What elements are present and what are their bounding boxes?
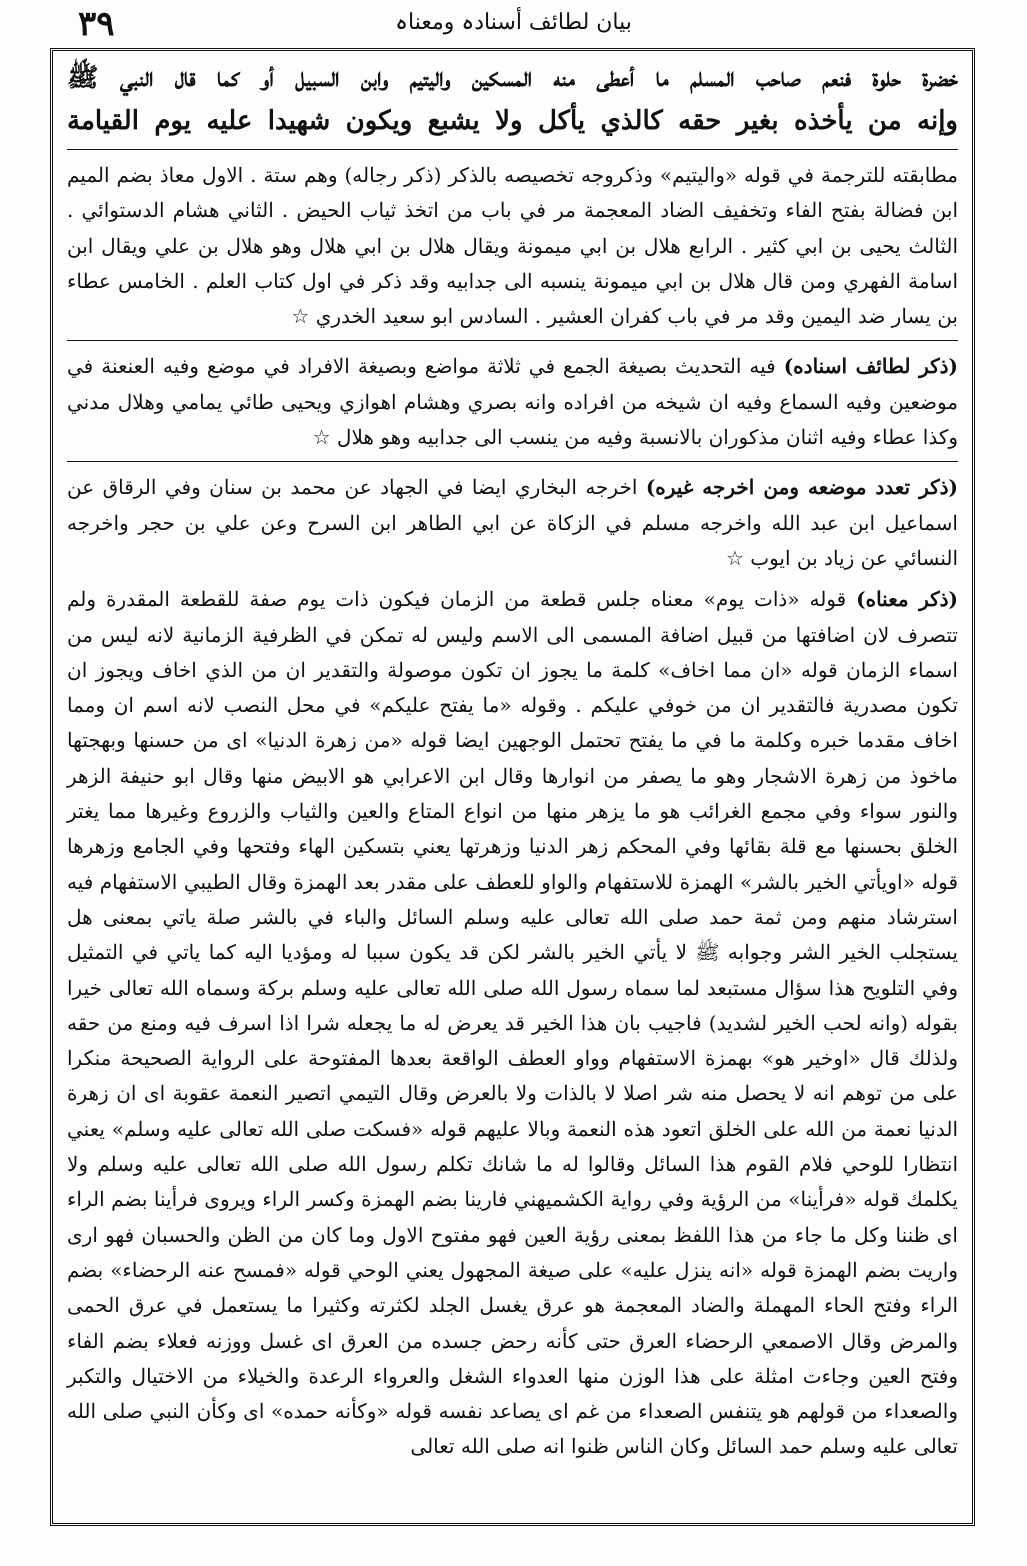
commentary-paragraph — [67, 461, 958, 576]
paragraph-text: قوله «ذات يوم» معناه جلس قطعة من الزمان فيكون ذات يوم صفة للقطعة المقدرة ولم تتصرف لان اضافتها من قبيل اضافة المسمى الى الاسم وليس له تمكن في الظرفية الزمانية لانه ليس من اسماء الزمان قوله «ان مما اخاف» كلمة ما يجوز ان تكون موصولة والتقدير ان من الذي اخاف ويجوز ان تكون مصدرية فالتقدير ان من خوفي عليكم . وقوله «ما يفتح عليكم» في محل النصب لانه اسم ان ومما اخاف مقدما خبره وكلمة ما في ما يفتح تحتمل الوجهين ايضا قوله «من زهرة الدنيا» اى من حسنها وبهجتها ماخوذ من زهرة الاشجار وهو ما يصفر من انوارها وقال ابن الاعرابي هو الابيض منها وقال ابو حنيفة الزهر والنور سواء وفي مجمع الغرائب هو ما يزهر منها من انواع المتاع والعين والثياب والزروع وغيرها مما يغتر الخلق بحسنها مع قلة بقائها وفي المحكم زهر الدنيا وزهرتها يعني بتسكين الهاء وفتحها وفي الجامع وزهرها قوله «اويأتي الخير بالشر» الهمزة للاستفهام والواو للعطف على مقدر بعد الهمزة وقال الطيبي الاستفهام فيه استرشاد منهم ومن ثمة حمد صلى الله تعالى عليه وسلم السائل والباء في بالشر صلة ياتي بمعنى هل يستجلب الخير الشر وجوابه ﷺ لا يأتي الخير بالشر لكن قد يكون سببا له ومؤديا اليه كما ياتي في التمثيل وفي التلويح هذا سؤال مستبعد لما سماه رسول الله صلى الله تعالى عليه وسلم بركة وسماه الله تعالى خيرا بقوله (وانه لحب الخير لشديد) فاجيب بان هذا الخير قد يعرض له ما يجعله شرا اذا اسرف فيه ومنع من حقه ولذلك قال «اوخير هو» بهمزة الاستفهام وواو العطف الواقعة بعدها المفتوحة على الرواية الصحيحة منكرا على من توهم انه لا يحصل منه شر اصلا لا بالذات ولا بالعرض وقال التيمي اتصير النعمة عقوبة اى ان زهرة الدنيا نعمة من الله على الخلق اتعود هذه النعمة وبالا عليهم قوله «فسكت صلى الله تعالى عليه وسلم» يعني انتظارا للوحي فلام القوم هذا السائل وقالوا له ما شانك تكلم رسول الله صلى الله تعالى عليه وسلم ولا يكلمك قوله «فرأينا» من الرؤية وفي رواية الكشميهني فارينا بضم الهمزة وكسر الراء ويروى فرأينا بضم الراء اى ظننا وكل ما جاء من هذا اللفظ بمعنى رؤية العين فهو مفتوح الاول وما كان من الظن والحسبان فهو ارى واريت بضم الهمزة قوله «انه ينزل عليه» على صيغة المجهول يعني الوحي قوله «فمسح عنه الرحضاء» بضم الراء وفتح الحاء المهملة والضاد المعجمة هو عرق يغسل الجلد لكثرته وكثيرا ما يستعمل في عرق الحمى والمرض وقال الاصمعي الرحضاء العرق حتى كأنه رحض جسده من العرق اى غسل ووزنه فعلاء بضم الفاء وفتح العين وجاءت امثلة على هذا الوزن منها العدواء الشغل والعرواء الرعدة والخيلاء من الاختيال والتكبر والصعداء من قولهم هو يتنفس الصعداء من غم اى يصاعد نفسه قوله «وكأنه حمده» اى وكأن النبي صلى الله تعالى عليه وسلم حمد السائل وكان الناس ظنوا انه صلى الله تعالى — [67, 587, 959, 1459]
page-header — [60, 4, 967, 44]
commentary-paragraph — [67, 582, 958, 1464]
paragraph-text: مطابقته للترجمة في قوله «واليتيم» وذكروجه تخصيصه بالذكر (ذكر رجاله) وهم ستة . الاول معاذ بضم الميم ابن فضالة بفتح الفاء وتخفيف الضاد المعجمة مر في باب من اتخذ ثياب الحيض . الثاني هشام الدستوائي . الثالث يحيى بن ابي كثير . الرابع هلال بن ابي ميمونة ويقال هلال بن ابي هلال وهو هلال بن علي ويقال ابن اسامة الفهري ومن قال هلال بن ابي ميمونة ينسبه الى جدابيه وقد ذكر في اول كتاب العلم . الخامس عطاء بن يسار ضد اليمين وقد مر في باب كفران العشير . السادس ابو سعيد الخدري ☆ — [67, 163, 958, 329]
text-frame — [50, 48, 975, 1526]
hadith-text — [67, 57, 958, 150]
paragraph-text: فيه التحديث بصيغة الجمع في ثلاثة مواضع وبصيغة الافراد في موضع وفيه العنعنة في موضعين وفيه السماع وفيه ان شيخه من افراده وانه بصري وهشام اهوازي ويحيى طائي يمامي وهلال مدني وكذا عطاء وفيه اثنان مذكوران بالانسبة وفيه من ينسب الى جدابيه وهو هلال ☆ — [67, 354, 958, 450]
section-heading: (ذكر معناه) — [856, 587, 959, 612]
section-heading: (ذكر تعدد موضعه ومن اخرجه غيره) — [645, 475, 959, 500]
section-heading: (ذكر لطائف اسناده) — [783, 354, 958, 379]
hadith-line: وإنه من يأخذه بغير حقه كالذي يأكل ولا يشبع ويكون شهيدا عليه يوم القيامة — [67, 106, 958, 136]
hadith-line: خضرۃ حلوۃ فنعم صاحب المسلم ما أعطى منه المسكين واليتيم وابن السبيل أو كما قال النبي ﷺ — [67, 63, 958, 93]
running-title: بیان لطائف أسنادہ ومعناہ — [395, 10, 632, 35]
page-number: ٣٩ — [78, 4, 115, 44]
commentary-paragraph — [67, 340, 958, 455]
paragraph-text: اخرجه البخاري ايضا في الجهاد عن محمد بن سنان وفي الرقاق عن اسماعيل ابن عبد الله واخرجه مسلم في الزكاة عن ابي الطاهر ابن السرح وعن علي بن حجر واخرجه النسائي عن زياد بن ايوب ☆ — [67, 475, 958, 570]
commentary-paragraph — [67, 158, 958, 334]
